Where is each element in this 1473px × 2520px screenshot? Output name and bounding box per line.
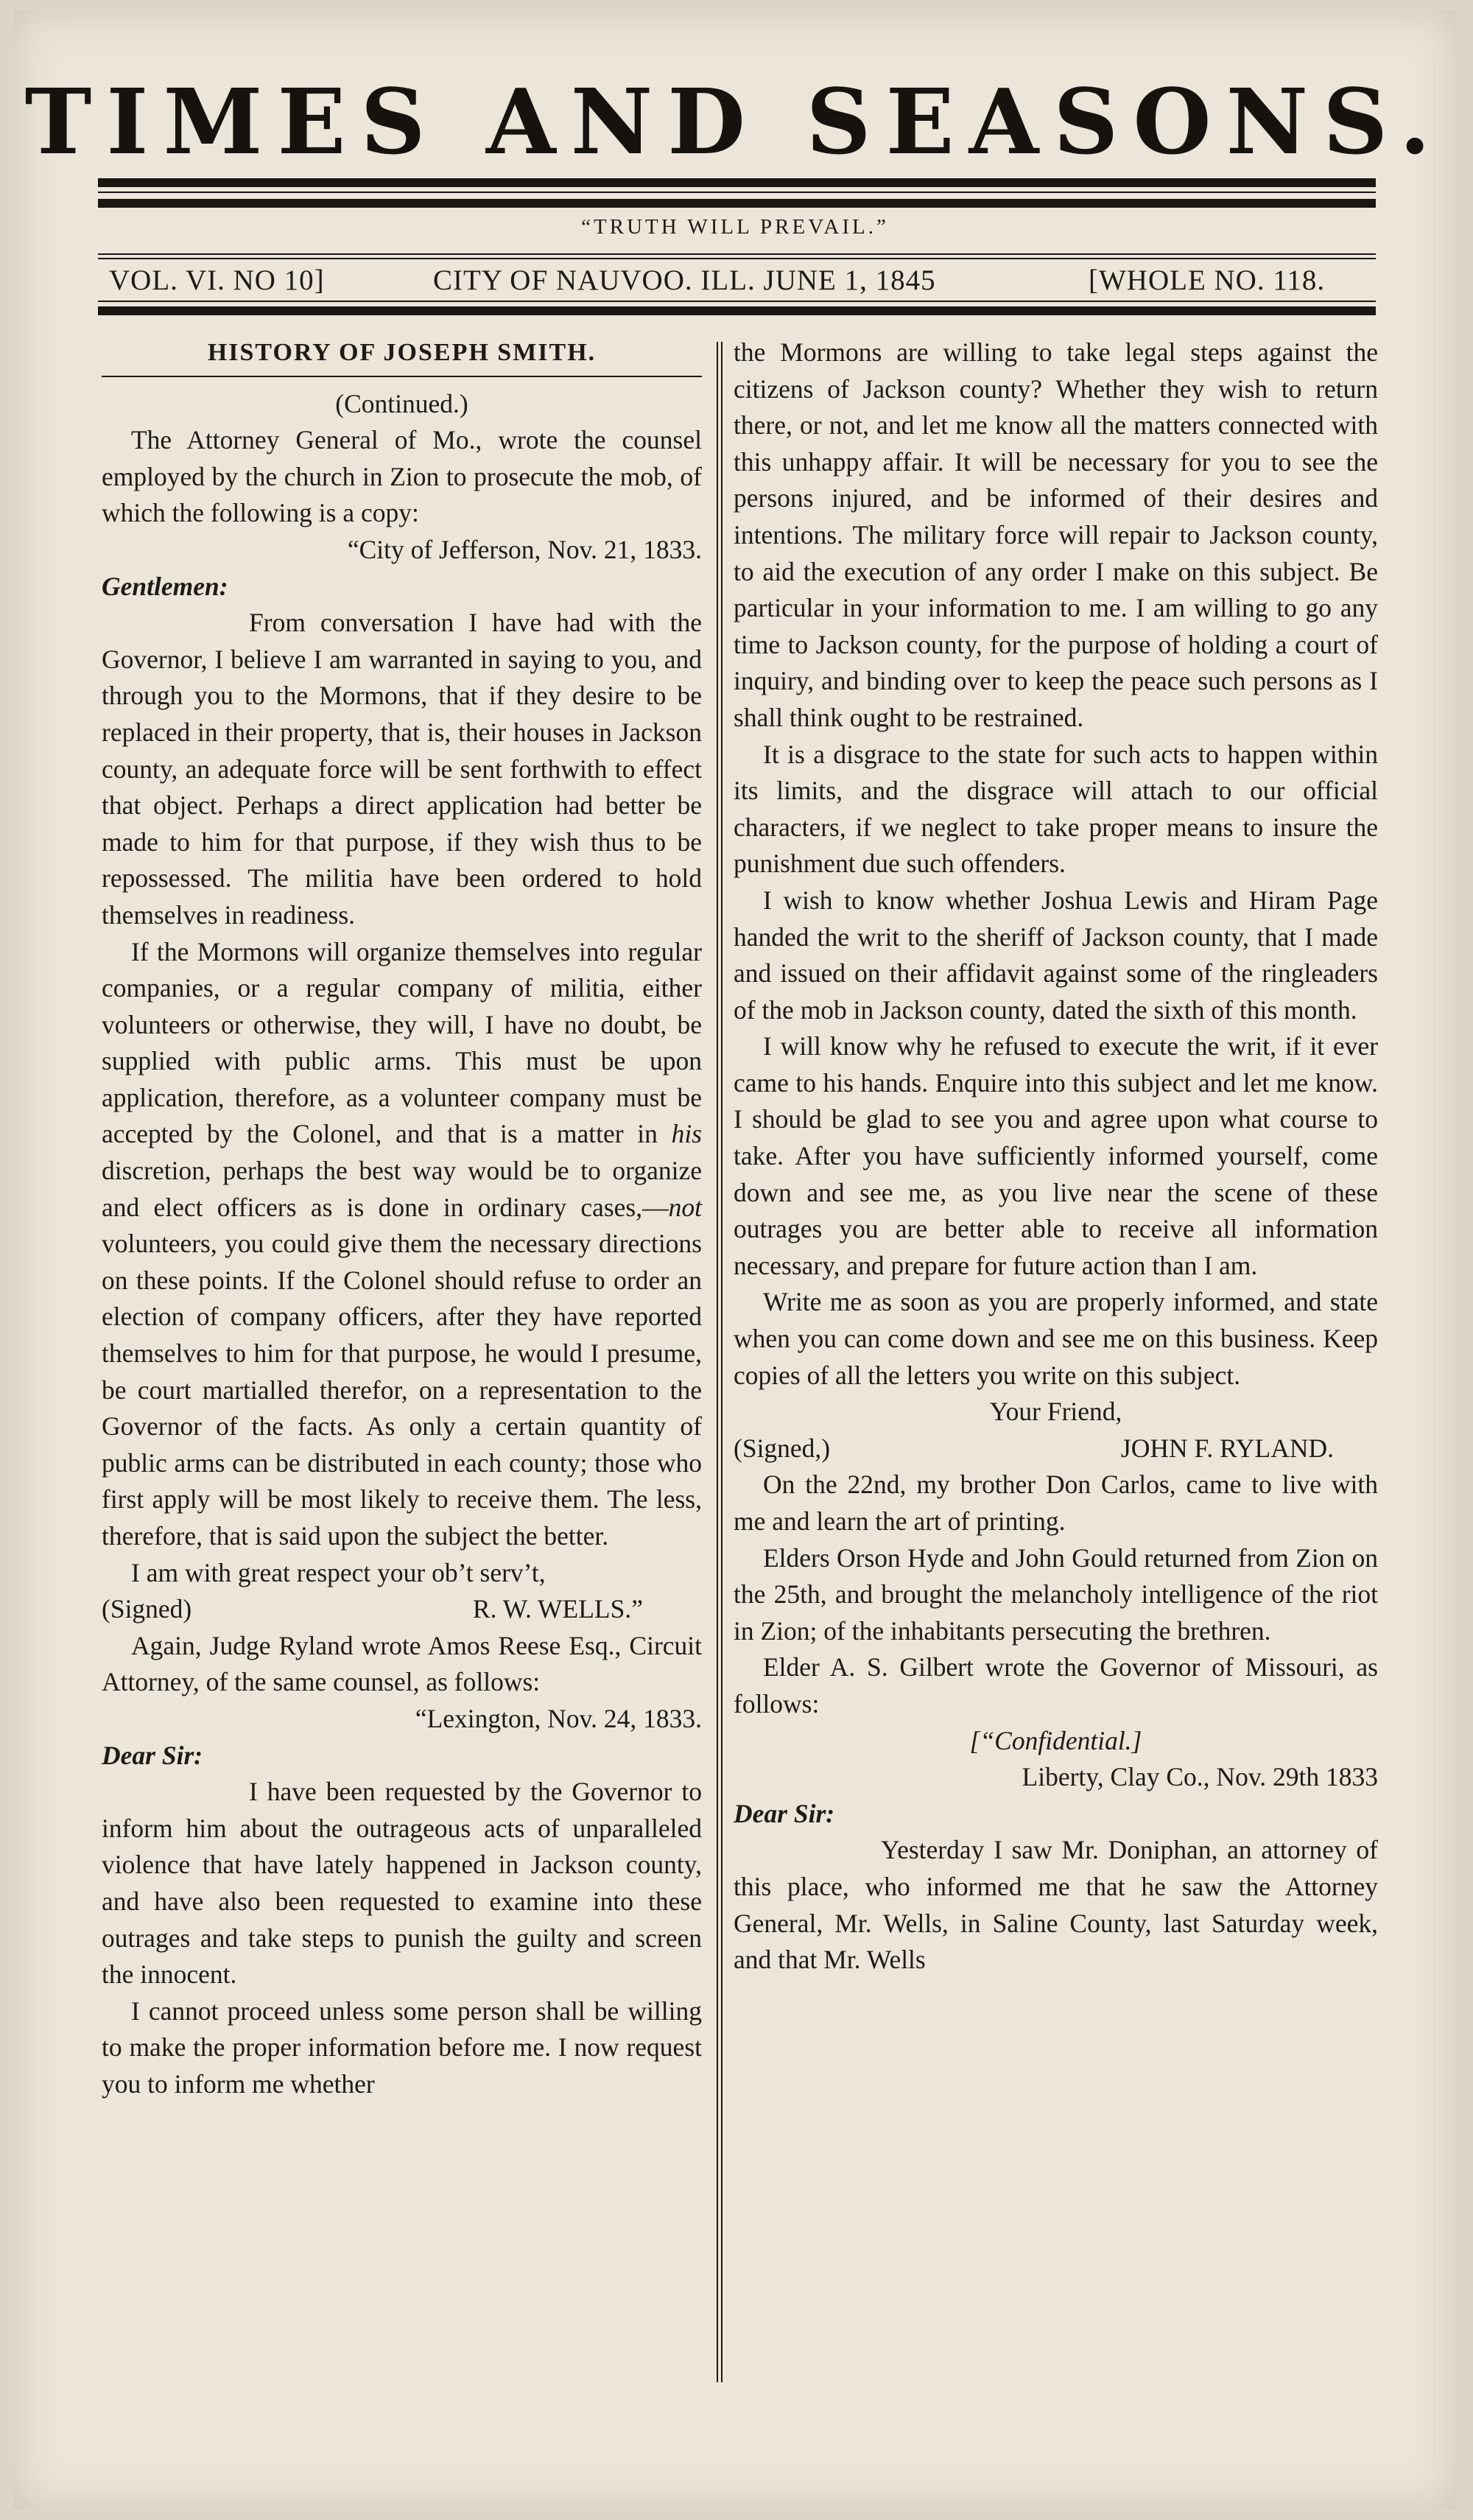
paragraph: Write me as soon as you are properly informed, and state when you can come down and see me on this business. Keep copies of all the letters you write on this subject.	[734, 1287, 1378, 1390]
signature-line: (Signed,) JOHN F. RYLAND.	[734, 1433, 1334, 1463]
continued-label: (Continued.)	[335, 388, 468, 418]
signature-line: (Signed) R. W. WELLS.”	[102, 1594, 643, 1624]
paragraph: I wish to know whether Joshua Lewis and Hiram Page handed the writ to the sheriff of Jackson county, that I made and issued on their affidavit against some of the ringleaders of the mob in Jackson county, dated the sixth of this month.	[734, 885, 1378, 1025]
letter-salutation: Dear Sir:	[102, 1740, 203, 1770]
column-divider	[717, 342, 718, 2382]
masthead-rule-top	[98, 178, 1376, 187]
letter-salutation: Gentlemen:	[102, 571, 228, 601]
dateline-rule-bottom-thick	[98, 306, 1376, 315]
paragraph: I have been requested by the Governor to inform him about the outrageous acts of unparalleled violence that have lately happened in Jackson county, and have also been requested to examine into these outrages and take steps to punish the guilty and screen the innocent.	[102, 1777, 702, 1990]
masthead-rule-thin	[98, 192, 1376, 193]
paragraph: Elder A. S. Gilbert wrote the Governor of Missouri, as follows:	[734, 1652, 1378, 1719]
right-column	[734, 334, 1378, 1979]
paragraph: the Mormons are willing to take legal steps against the citizens of Jackson county? Whether they wish to return there, or not, and let me know all the matters connected with this unhappy affair. It will be necessary for you to see the persons injured, and be informed of their desires and intentions. The military force will repair to Jackson county, to aid the execution of any order I make on this subject. Be particular in your information to me. I am willing to go any time to Jackson county, for the purpose of holding a court of inquiry, and binding over to keep the peace such persons as I shall think ought to be restrained.	[734, 337, 1378, 732]
paragraph: Again, Judge Ryland wrote Amos Reese Esq., Circuit Attorney, of the same counsel, as follows:	[102, 1630, 702, 1697]
volume-number: VOL. VI. NO 10]	[109, 264, 325, 296]
letter-dateline: “Lexington, Nov. 24, 1833.	[415, 1703, 702, 1733]
paragraph: The Attorney General of Mo., wrote the counsel employed by the church in Zion to prosecute the mob, of which the following is a copy:	[102, 425, 702, 528]
column-divider-2	[721, 342, 723, 2382]
whole-number: [WHOLE NO. 118.	[1089, 264, 1326, 296]
motto: “TRUTH WILL PREVAIL.”	[581, 215, 889, 239]
article-heading: HISTORY OF JOSEPH SMITH.	[207, 339, 597, 366]
paragraph: If the Mormons will organize themselves into regular companies, or a regular company of militia, either volunteers or otherwise, they will, I have no doubt, be supplied with public arms. This must be upon application, therefore, as a volunteer company must be accepted by the Colonel, and that is a matter in his discretion, perhaps the best way would be to organize and elect officers as is done in ordinary cases,—not volunteers, you could give them the necessary directions on these points. If the Colonel should refuse to order an election of company officers, after they have reported themselves to him for that purpose, he would I presume, be court martialled therefor, on a representation to the Governor of the facts. As only a certain quantity of public arms can be distributed in each county; those who first apply will be most likely to receive them. The less, therefore, that is said upon the subject the better.	[102, 936, 702, 1551]
masthead-title: TIMES AND SEASONS.	[24, 69, 1446, 175]
paragraph: Elders Orson Hyde and John Gould returned from Zion on the 25th, and brought the melancholy intelligence of the riot in Zion; of the inhabitants persecuting the brethren.	[734, 1542, 1378, 1646]
letter-dateline: Liberty, Clay Co., Nov. 29th 1833	[1022, 1762, 1378, 1792]
paragraph: I cannot proceed unless some person shall be willing to make the proper information before me. I now request you to inform me whether	[102, 1996, 702, 2099]
letter-dateline: “City of Jefferson, Nov. 21, 1833.	[347, 534, 702, 564]
left-column	[102, 334, 702, 2103]
paragraph: It is a disgrace to the state for such acts to happen within its limits, and the disgrace will attach to our official characters, if we neglect to take proper means to insure the punishment due such offenders.	[734, 739, 1378, 879]
dateline-rule-top-2	[98, 258, 1376, 259]
letter-salutation: Dear Sir:	[734, 1798, 835, 1828]
paragraph: On the 22nd, my brother Don Carlos, came to live with me and learn the art of printing.	[734, 1470, 1378, 1536]
letter-closing: I am with great respect your ob’t serv’t,	[131, 1557, 546, 1587]
newspaper-page	[13, 10, 1457, 2509]
dateline-rule-top	[98, 253, 1376, 255]
masthead-rule-bottom	[98, 199, 1376, 208]
confidential-label: [“Confidential.]	[969, 1725, 1142, 1755]
dateline-rule-bottom	[98, 301, 1376, 302]
paragraph: I will know why he refused to execute the writ, if it ever came to his hands. Enquire into this subject and let me know. I should be glad to see you and agree upon what course to take. After you have sufficiently informed yourself, come down and see me, as you live near the scene of these outrages you are better able to receive all information necessary, and prepare for future action than I am.	[734, 1031, 1378, 1280]
paragraph: Yesterday I saw Mr. Doniphan, an attorney of this place, who informed me that he saw the Attorney General, Mr. Wells, in Saline County, last Saturday week, and that Mr. Wells	[734, 1835, 1378, 1975]
heading-rule	[102, 376, 702, 377]
letter-closing: Your Friend,	[989, 1397, 1122, 1427]
place-date: CITY OF NAUVOO. ILL. JUNE 1, 1845	[433, 264, 936, 296]
paragraph: From conversation I have had with the Governor, I believe I am warranted in saying to you, and through you to the Mormons, that if they desire to be replaced in their property, that is, their houses in Jackson county, an adequate force will be sent forthwith to effect that object. Perhaps a direct application had better be made to him for that purpose, if they wish thus to be repossessed. The militia have been ordered to hold themselves in readiness.	[102, 608, 702, 930]
